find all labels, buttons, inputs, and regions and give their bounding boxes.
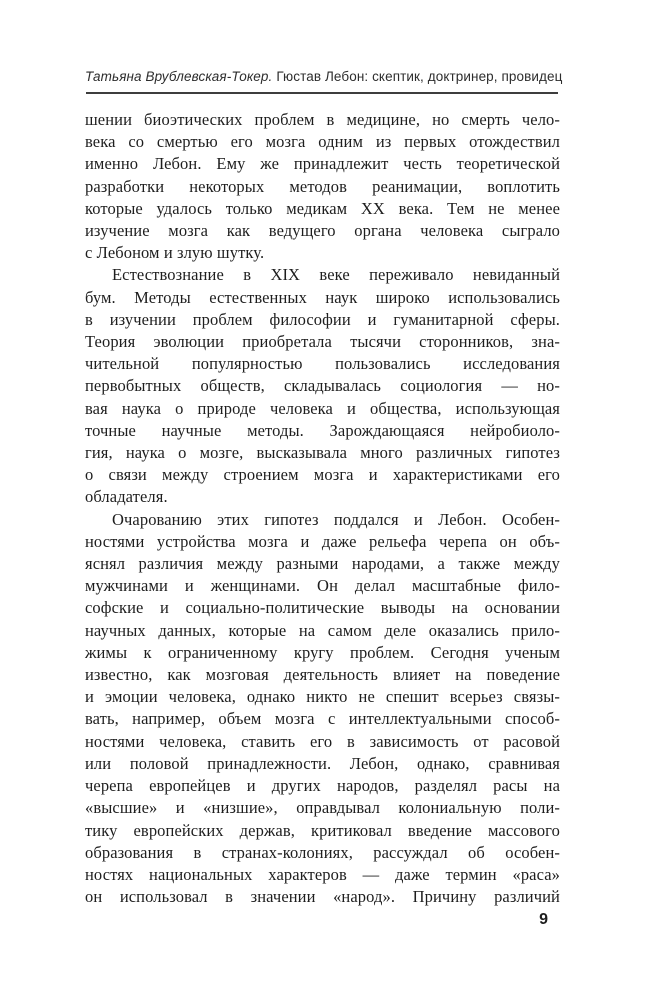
text-line: первобытных обществ, складывалась социология — но- [85,376,560,396]
text-line: чительной популярностью пользовались исследования [85,354,560,374]
running-header [85,68,563,86]
text-line: научных данных, которые на самом деле оказались прило- [85,620,560,640]
header-rule [86,92,558,94]
text-line: жимы к ограниченному кругу проблем. Сегодня ученым [85,642,560,662]
text-line: мужчинами и женщинами. Он делал масштабные фило- [85,576,560,596]
text-line: софские и социально-политические выводы на основании [85,598,560,618]
text-line: точные научные методы. Зарождающаяся нейробиоло- [85,420,560,440]
header-author: Татьяна Врублевская-Токер. [85,69,273,84]
text-line: яснял различия между разными народами, а также между [85,554,560,574]
body-text [85,109,560,908]
text-line: изучение мозга как ведущего органа человека сыграло [85,221,560,241]
text-line: образования в странах-колониях, рассуждал об особен- [85,842,560,862]
text-line: тику европейских держав, критиковал введение массового [85,820,560,840]
page-number: 9 [539,911,548,928]
text-line: бум. Методы естественных наук широко использовались [85,287,560,307]
text-line: и эмоции человека, однако никто не спешит всерьез связы- [85,687,560,707]
text-line: Естествознание в XIX веке переживало невиданный [112,265,560,285]
text-line: известно, как мозговая деятельность влияет на поведение [85,665,560,685]
text-line: вать, например, объем мозга с интеллектуальными способ- [85,709,560,729]
text-line: ностях национальных характеров — даже термин «раса» [85,864,560,884]
text-line: «высшие» и «низшие», оправдывал колониальную поли- [85,798,560,818]
text-line: с Лебоном и злую шутку. [85,243,265,263]
text-line: черепа европейцев и других народов, разделял расы на [85,776,560,796]
text-line: обладателя. [85,487,168,507]
text-line: или половой принадлежности. Лебон, однако, сравнивая [85,753,560,773]
text-line: Теория эволюции приобретала тысячи сторонников, зна- [85,332,560,352]
text-line: он использовал в значении «народ». Причину различий [85,887,560,907]
text-line: в изучении проблем философии и гуманитарной сферы. [85,309,560,329]
text-line: которые удалось только медикам XX века. Тем не менее [85,198,560,218]
text-line: шении биоэтических проблем в медицине, но смерть чело- [85,110,560,129]
paragraph [85,264,560,508]
text-line: ностями устройства мозга и даже рельефа черепа он объ- [85,531,560,551]
text-line: века со смертью его мозга одним из первых отождествил [85,132,560,152]
text-line: ностями человека, ставить его в зависимость от расовой [85,731,560,751]
text-line: именно Лебон. Ему же принадлежит честь теоретической [85,154,560,174]
paragraph [85,509,560,909]
paragraph [85,109,560,264]
text-line: вая наука о природе человека и общества, использующая [85,398,560,418]
text-line: о связи между строением мозга и характеристиками его [85,465,560,485]
text-line: разработки некоторых методов реанимации, воплотить [85,176,560,196]
text-line: Очарованию этих гипотез поддался и Лебон. Особен- [112,509,560,529]
header-book-title: Гюстав Лебон: скептик, доктринер, провидец [276,69,563,84]
text-line: гия, наука о мозге, высказывала много различных гипотез [85,443,560,463]
